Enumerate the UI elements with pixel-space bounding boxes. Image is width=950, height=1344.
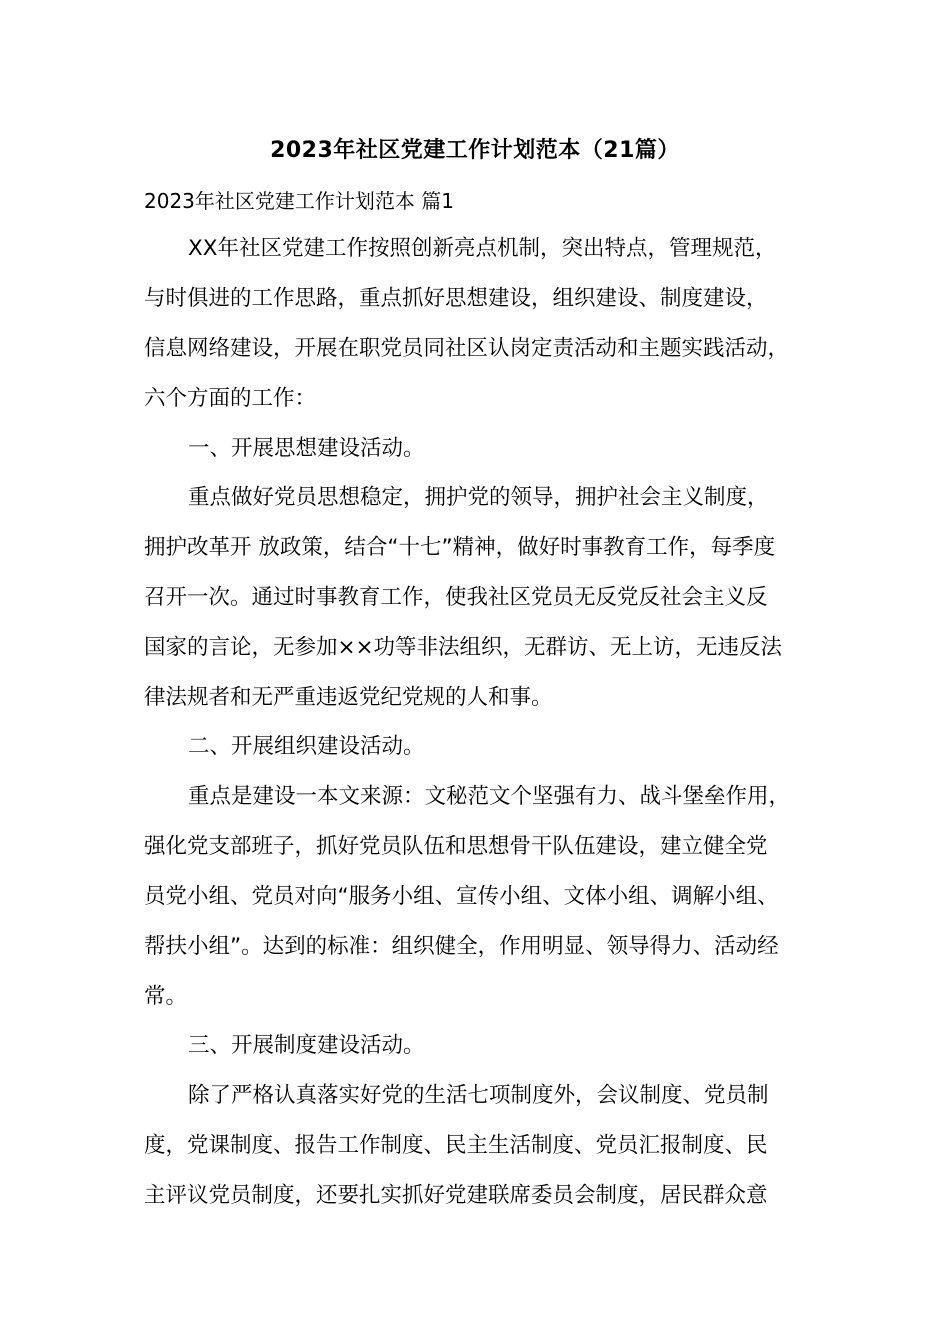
- paragraph-line: 除了严格认真落实好党的生活七项制度外，会议制度、党员制: [188, 1083, 769, 1108]
- section-heading: 三、开展制度建设活动。: [188, 1033, 425, 1058]
- paragraph-line: XX年社区党建工作按照创新亮点机制，突出特点，管理规范，: [188, 236, 777, 261]
- paragraph-line: 律法规者和无严重违返党纪党规的人和事。: [144, 685, 553, 710]
- section-heading: 二、开展组织建设活动。: [188, 734, 425, 759]
- paragraph-line: 与时俱进的工作思路，重点抓好思想建设，组织建设、制度建设，: [144, 286, 768, 311]
- section-heading: 一、开展思想建设活动。: [188, 436, 425, 461]
- paragraph-line: 召开一次。通过时事教育工作，使我社区党员无反党反社会主义反: [144, 585, 768, 610]
- paragraph-line: 信息网络建设，开展在职党员同社区认岗定责活动和主题实践活动，: [144, 336, 790, 361]
- paragraph-line: 重点做好党员思想稳定，拥护党的领导，拥护社会主义制度，: [188, 485, 769, 510]
- paragraph-line: 拥护改革开 放政策，结合“十七”精神，做好时事教育工作，每季度: [144, 535, 776, 560]
- paragraph-line: 强化党支部班子，抓好党员队伍和思想骨干队伍建设，建立健全党: [144, 834, 768, 859]
- document-title: 2023年社区党建工作计划范本（21篇）: [270, 138, 680, 163]
- paragraph-line: 重点是建设一本文来源：文秘范文个坚强有力、战斗堡垒作用，: [188, 784, 791, 809]
- paragraph-line: 帮扶小组”。达到的标准：组织健全，作用明显、领导得力、活动经: [144, 934, 779, 959]
- paragraph-line: 常。: [144, 984, 188, 1009]
- paragraph-line: 六个方面的工作：: [144, 386, 317, 411]
- section-subtitle: 2023年社区党建工作计划范本 篇1: [144, 189, 454, 213]
- paragraph-line: 国家的言论，无参加××功等非法组织，无群访、无上访，无违反法: [144, 635, 783, 660]
- paragraph-line: 员党小组、党员对向“服务小组、宣传小组、文体小组、调解小组、: [144, 884, 779, 909]
- paragraph-line: 度，党课制度、报告工作制度、民主生活制度、党员汇报制度、民: [144, 1133, 768, 1158]
- paragraph-line: 主评议党员制度，还要扎实抓好党建联席委员会制度，居民群众意: [144, 1183, 768, 1208]
